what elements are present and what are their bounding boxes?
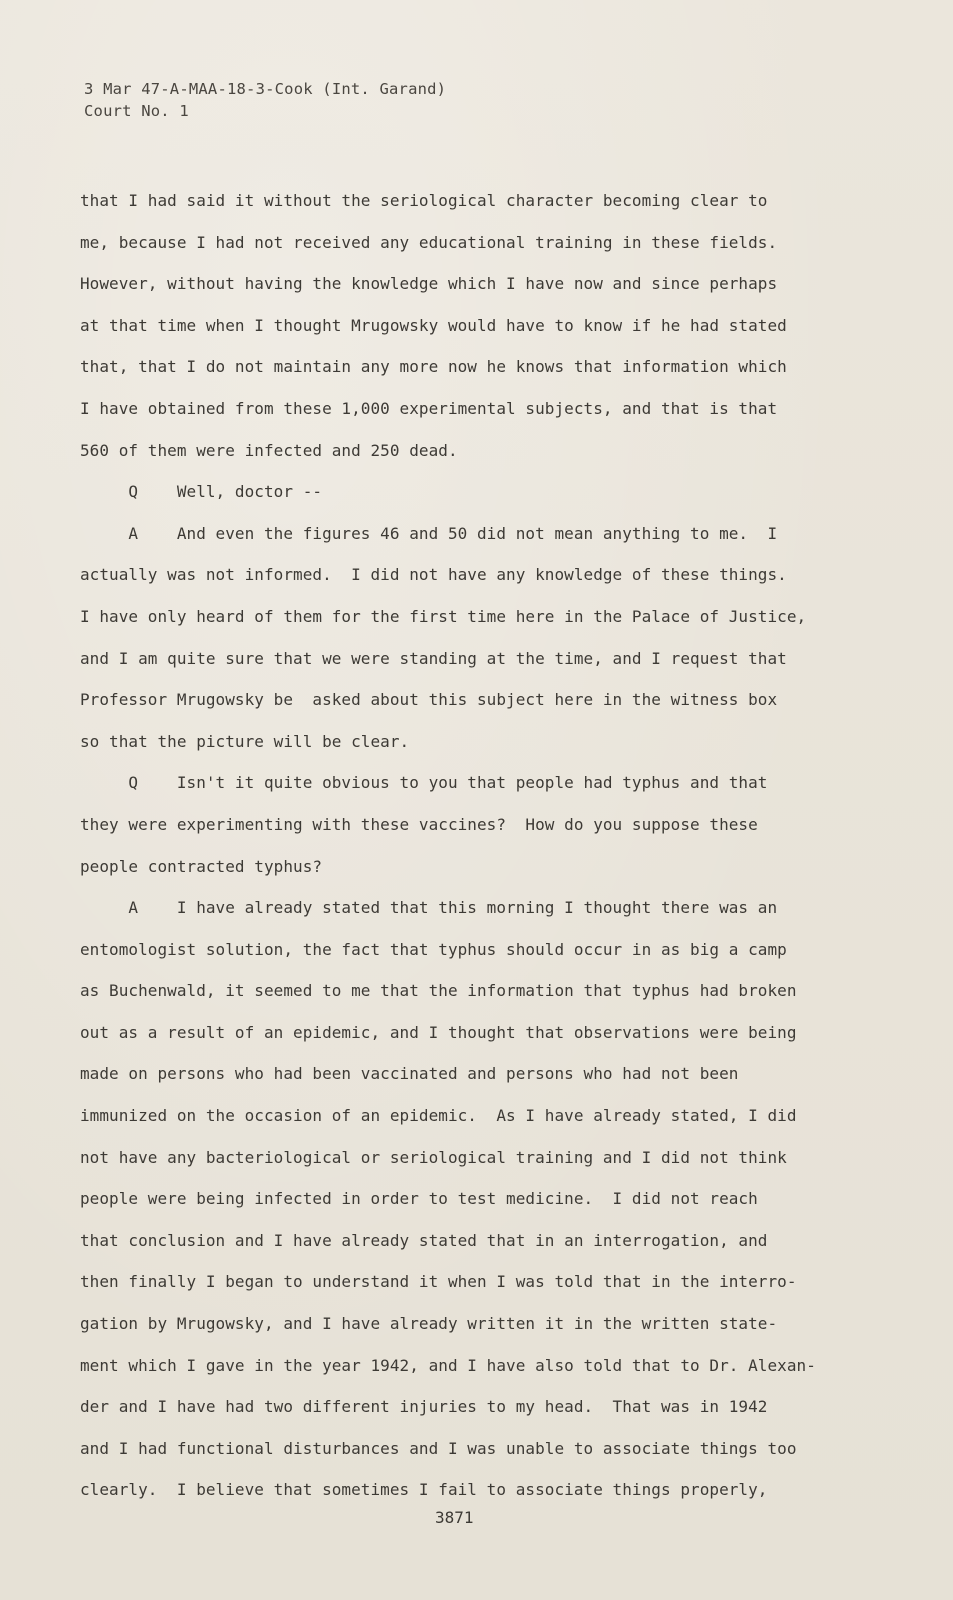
transcript-line: that conclusion and I have already stated that in an interrogation, and — [80, 1230, 768, 1250]
transcript-line: so that the picture will be clear. — [80, 731, 410, 751]
transcript-line: immunized on the occasion of an epidemic. As I have already stated, I did — [80, 1106, 797, 1126]
transcript-line: gation by Mrugowsky, and I have already written it in the written state- — [80, 1314, 778, 1334]
transcript-line: and I had functional disturbances and I was unable to associate things too — [80, 1438, 797, 1458]
page-header — [84, 78, 446, 122]
transcript-line: clearly. I believe that sometimes I fail to associate things properly, — [80, 1480, 768, 1500]
transcript-line: I have only heard of them for the first time here in the Palace of Justice, — [80, 606, 807, 626]
transcript-line: not have any bacteriological or seriological training and I did not think — [80, 1147, 787, 1167]
transcript-line: they were experimenting with these vaccines? How do you suppose these — [80, 814, 758, 834]
transcript-line: that, that I do not maintain any more now he knows that information which — [80, 357, 787, 377]
transcript-line: made on persons who had been vaccinated and persons who had not been — [80, 1064, 739, 1084]
transcript-line: me, because I had not received any educational training in these fields. — [80, 232, 778, 252]
transcript-line: 560 of them were infected and 250 dead. — [80, 440, 458, 460]
transcript-line: Q Well, doctor -- — [80, 482, 323, 502]
header-case-line: 3 Mar 47-A-MAA-18-3-Cook (Int. Garand) — [84, 80, 447, 98]
transcript-line: Professor Mrugowsky be asked about this subject here in the witness box — [80, 690, 778, 710]
transcript-line: I have obtained from these 1,000 experimental subjects, and that is that — [80, 398, 778, 418]
transcript-line: actually was not informed. I did not have any knowledge of these things. — [80, 565, 787, 585]
transcript-line: that I had said it without the seriological character becoming clear to — [80, 191, 768, 210]
transcript-line: people were being infected in order to test medicine. I did not reach — [80, 1189, 758, 1209]
transcript-line: out as a result of an epidemic, and I thought that observations were being — [80, 1022, 797, 1042]
header-court-line: Court No. 1 — [84, 102, 189, 120]
transcript-body — [80, 180, 860, 1511]
transcript-line: and I am quite sure that we were standing at the time, and I request that — [80, 648, 787, 668]
transcript-line: entomologist solution, the fact that typhus should occur in as big a camp — [80, 939, 787, 959]
transcript-line: at that time when I thought Mrugowsky would have to know if he had stated — [80, 315, 787, 335]
transcript-line: Q Isn't it quite obvious to you that people had typhus and that — [80, 773, 768, 793]
transcript-line: A And even the figures 46 and 50 did not mean anything to me. I — [80, 523, 778, 543]
transcript-line: However, without having the knowledge which I have now and since perhaps — [80, 274, 778, 294]
transcript-line: then finally I began to understand it when I was told that in the interro- — [80, 1272, 797, 1292]
transcript-line: A I have already stated that this morning I thought there was an — [80, 898, 778, 918]
transcript-line: ment which I gave in the year 1942, and I have also told that to Dr. Alexan- — [80, 1355, 816, 1375]
transcript-line: der and I have had two different injuries to my head. That was in 1942 — [80, 1397, 768, 1417]
page-number: 3871 — [435, 1508, 474, 1527]
transcript-line: as Buchenwald, it seemed to me that the information that typhus had broken — [80, 981, 797, 1001]
transcript-line: people contracted typhus? — [80, 856, 323, 876]
